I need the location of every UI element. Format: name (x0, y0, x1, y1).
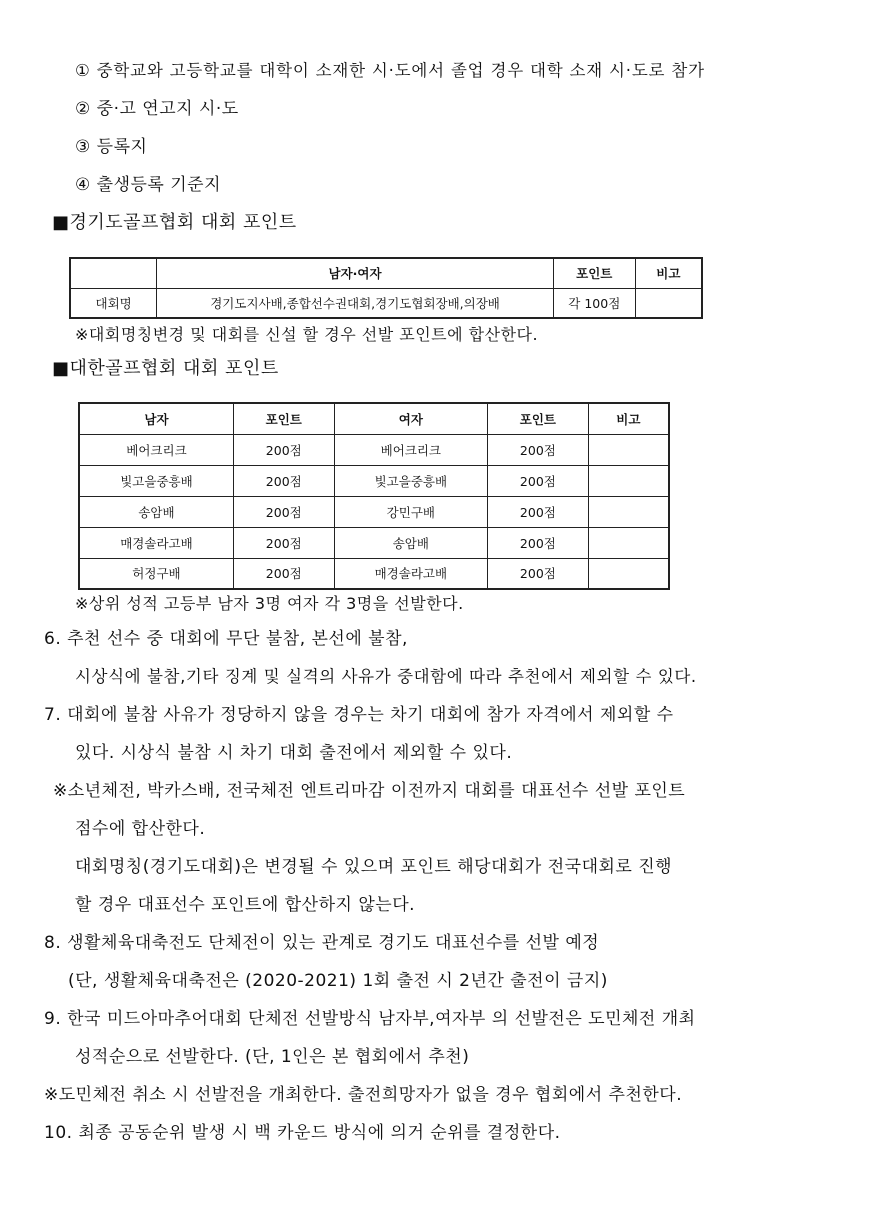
note-name-line-2: 할 경우 대표선수 포인트에 합산하지 않는다. (75, 895, 416, 915)
option-4: ④ 출생등록 기준지 (75, 175, 222, 195)
rule-8-line-2: (단, 생활체육대축전은 (2020-2021) 1회 출전 시 2년간 출전이 금지) (68, 971, 608, 991)
table-cell: 200점 (233, 496, 334, 527)
table-row (79, 527, 669, 558)
table-cell: 200점 (488, 465, 589, 496)
table-cell: 200점 (233, 465, 334, 496)
kga-note: ※상위 성적 고등부 남자 3명 여자 각 3명을 선발한다. (75, 594, 464, 613)
gyeonggi-note: ※대회명칭변경 및 대회를 신설 할 경우 선발 포인트에 합산한다. (75, 325, 539, 344)
table-row (79, 558, 669, 589)
table-cell (588, 434, 669, 465)
table-cell (588, 465, 669, 496)
table-cell: 베어크리크 (334, 434, 487, 465)
header-cell: 포인트 (488, 403, 589, 434)
header-cell: 포인트 (233, 403, 334, 434)
option-1: ① 중학교와 고등학교를 대학이 소재한 시·도에서 졸업 경우 대학 소재 시·도로 참가 (75, 61, 705, 80)
gyeonggi-heading: ■경기도골프협회 대회 포인트 (52, 212, 297, 233)
table-row (79, 496, 669, 527)
table-header-row (79, 403, 669, 434)
table-cell: 베어크리크 (79, 434, 233, 465)
rule-9-line-2: 성적순으로 선발한다. (단, 1인은 본 협회에서 추천) (75, 1047, 470, 1067)
table-cell: 200점 (488, 527, 589, 558)
kga-points-table (78, 402, 670, 590)
table-cell: 200점 (488, 496, 589, 527)
table-cell: 허정구배 (79, 558, 233, 589)
table-cell (588, 558, 669, 589)
table-cell: 빛고을중흥배 (334, 465, 487, 496)
rule-8-line-1: 8. 생활체육대축전도 단체전이 있는 관계로 경기도 대표선수를 선발 예정 (44, 933, 600, 953)
table-cell (635, 288, 702, 318)
table-cell (588, 496, 669, 527)
header-cell: 남자·여자 (157, 258, 554, 288)
rule-9-line-1: 9. 한국 미드아마추어대회 단체전 선발방식 남자부,여자부 의 선발전은 도민체전 개최 (44, 1009, 696, 1029)
table-cell: 매경솔라고배 (334, 558, 487, 589)
table-cell: 200점 (488, 434, 589, 465)
rule-7-line-2: 있다. 시상식 불참 시 차기 대회 출전에서 제외할 수 있다. (75, 743, 513, 763)
table-header-row (70, 258, 702, 288)
note-name-line-1: 대회명칭(경기도대회)은 변경될 수 있으며 포인트 해당대회가 전국대회로 진행 (75, 857, 673, 877)
table-cell: 송암배 (79, 496, 233, 527)
table-cell: 매경솔라고배 (79, 527, 233, 558)
rule-6-line-2: 시상식에 불참,기타 징계 및 실격의 사유가 중대함에 따라 추천에서 제외할 수 있다. (75, 667, 697, 686)
option-3: ③ 등록지 (75, 137, 148, 157)
header-cell: 남자 (79, 403, 233, 434)
rule-7-line-1: 7. 대회에 불참 사유가 정당하지 않을 경우는 차기 대회에 참가 자격에서 제외할 수 (44, 705, 674, 725)
table-cell: 송암배 (334, 527, 487, 558)
table-row (70, 288, 702, 318)
rule-10: 10. 최종 공동순위 발생 시 백 카운드 방식에 의거 순위를 결정한다. (44, 1123, 561, 1143)
header-cell: 비고 (635, 258, 702, 288)
header-cell: 비고 (588, 403, 669, 434)
header-cell (70, 258, 157, 288)
rule-6-line-1: 6. 추천 선수 중 대회에 무단 불참, 본선에 불참, (44, 629, 408, 649)
table-cell: 200점 (233, 527, 334, 558)
table-row (79, 434, 669, 465)
note-points-line-1: ※소년체전, 박카스배, 전국체전 엔트리마감 이전까지 대회를 대표선수 선발 포인트 (53, 781, 686, 801)
table-cell: 각 100점 (553, 288, 635, 318)
table-cell: 200점 (233, 434, 334, 465)
note-cancel: ※도민체전 취소 시 선발전을 개최한다. 출전희망자가 없을 경우 협회에서 추천한다. (44, 1085, 683, 1105)
header-cell: 여자 (334, 403, 487, 434)
note-points-line-2: 점수에 합산한다. (75, 819, 206, 839)
table-cell (588, 527, 669, 558)
option-2: ② 중·고 연고지 시·도 (75, 99, 239, 119)
table-row (79, 465, 669, 496)
table-cell: 대회명 (70, 288, 157, 318)
table-cell: 200점 (233, 558, 334, 589)
table-cell: 경기도지사배,종합선수권대회,경기도협회장배,의장배 (157, 288, 554, 318)
table-cell: 200점 (488, 558, 589, 589)
table-cell: 강민구배 (334, 496, 487, 527)
kga-heading: ■대한골프협회 대회 포인트 (52, 358, 279, 379)
gyeonggi-points-table (69, 257, 703, 319)
header-cell: 포인트 (553, 258, 635, 288)
table-cell: 빛고을중흥배 (79, 465, 233, 496)
